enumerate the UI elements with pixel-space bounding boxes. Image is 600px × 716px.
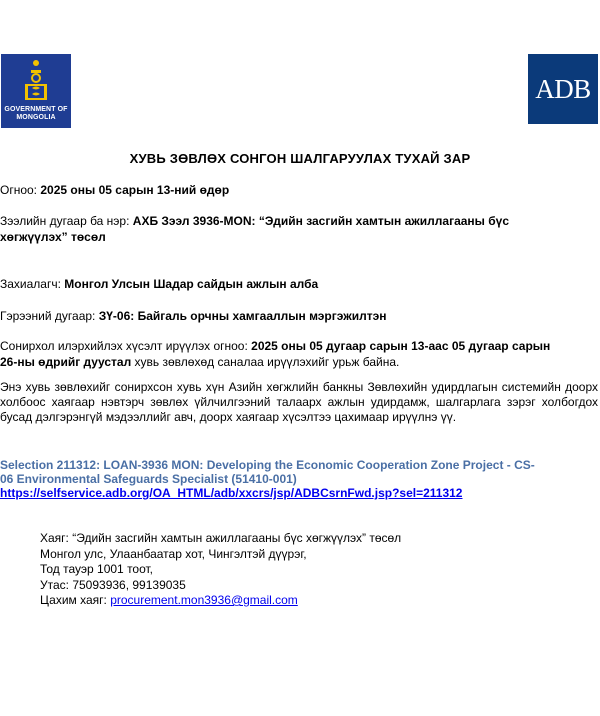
client-value: Монгол Улсын Шадар сайдын ажлын алба [64, 277, 319, 291]
loan-value: АХБ Зээл 3936-MON: “Эдийн засгийн хамтын ажиллагааны бүс [132, 214, 510, 228]
contact-address-2: Монгол улс, Улаанбаатар хот, Чингэлтэй дүүрэг, [40, 546, 307, 561]
soyombo-emblem-icon [21, 58, 51, 104]
deadline-line-2 [0, 355, 598, 370]
selection-link[interactable]: https://selfservice.adb.org/OA_HTML/adb/xxcrs/jsp/ADBCsrnFwd.jsp?sel=211312 [0, 486, 463, 500]
contact-email-label: Цахим хаяг: [40, 593, 107, 607]
deadline-invitation: хувь зөвлөхөд саналаа ирүүлэхийг урьж байна. [134, 355, 400, 369]
government-of-mongolia-logo [1, 54, 71, 128]
deadline-dates: 2025 оны 05 дугаар сарын 13-аас 05 дугаар сарын [251, 339, 551, 353]
deadline-line-1 [0, 339, 598, 354]
contact-block [40, 531, 401, 609]
body-paragraph: Энэ хувь зөвлөхийг сонирхсон хувь хүн Азийн хөгжлийн банкны Зөвлөхийн удирдлагын системийн доорх холбоос хаягаар нэвтэрч зөвлөх үйлчилгээний талаарх ажлын удирдамж, шалгарлага зэрэг холбогдох бусад дэлгэрэнгүй мэдээллийг авч, доорх хаягаар хүсэлтээ цахимаар ирүүлнэ үү. [0, 380, 598, 424]
date-value: 2025 оны 05 сарын 13-ний өдөр [40, 183, 230, 197]
client-label: Захиалагч: [0, 277, 61, 291]
loan-label: Зээлийн дугаар ба нэр: [0, 214, 130, 228]
contact-email-link[interactable]: procurement.mon3936@gmail.com [110, 593, 298, 607]
deadline-text: Сонирхол илэрхийлэх хүсэлт ирүүлэх огноо: [0, 339, 248, 353]
selection-title-cont: 06 Environmental Safeguards Specialist (51410-001) [0, 472, 297, 486]
date-label: Огноо: [0, 183, 38, 197]
deadline-end: 26-ны өдрийг дуустал [0, 355, 132, 369]
adb-logo: ADB [528, 54, 598, 124]
loan-line [0, 214, 598, 229]
selection-title: Selection 211312: LOAN-3936 MON: Developing the Economic Cooperation Zone Project - CS- [0, 458, 535, 472]
selection-link-line [0, 486, 598, 501]
contract-line [0, 309, 598, 324]
contract-label: Гэрээний дугаар: [0, 309, 96, 323]
page-title: ХУВЬ ЗӨВЛӨХ СОНГОН ШАЛГАРУУЛАХ ТУХАЙ ЗАР [129, 151, 471, 166]
loan-value-cont: хөгжүүлэх” төсөл [0, 230, 106, 244]
contact-phone: Утас: 75093936, 99139035 [40, 577, 186, 592]
contact-address-3: Тод тауэр 1001 тоот, [40, 562, 154, 576]
contact-email-line [40, 593, 401, 609]
date-line [0, 183, 598, 198]
contact-address-1: Хаяг: “Эдийн засгийн хамтын ажиллагааны бүс хөгжүүлэх” төсөл [40, 531, 402, 545]
client-line [0, 277, 598, 292]
gov-logo-text: GOVERNMENT OF MONGOLIA [4, 106, 68, 121]
contract-value: ЗҮ-06: Байгаль орчны хамгааллын мэргэжилтэн [98, 309, 387, 323]
